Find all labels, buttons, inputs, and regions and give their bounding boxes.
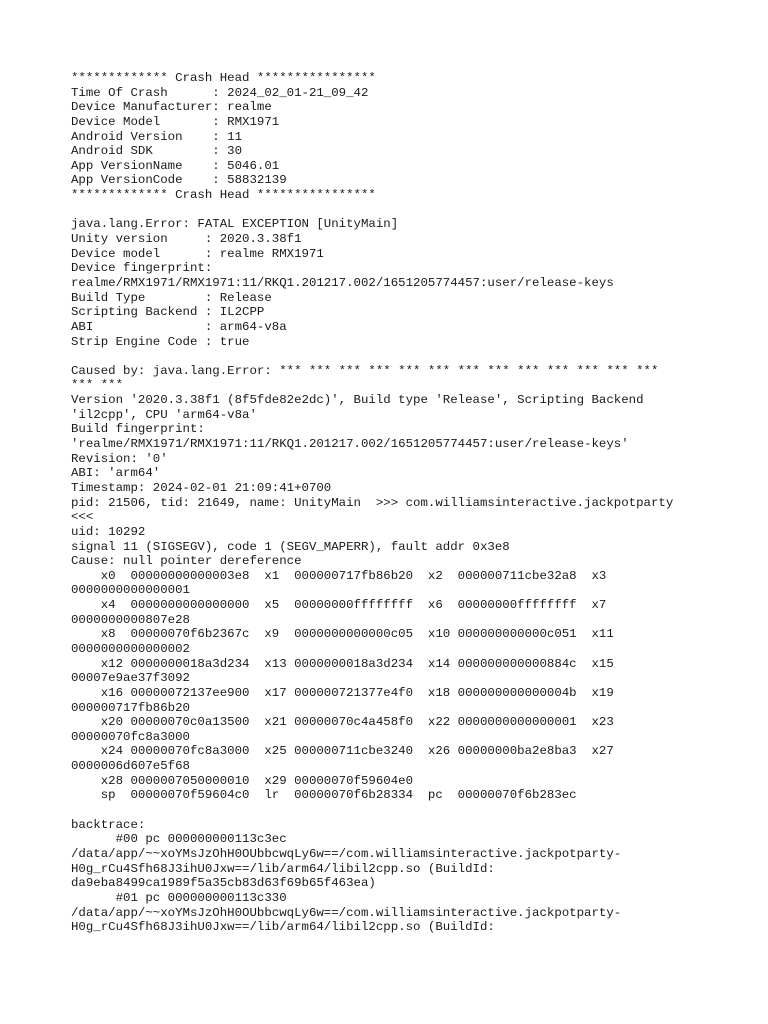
log-line: realme/RMX1971/RMX1971:11/RKQ1.201217.002/1651205774457:user/release-keys [71, 275, 614, 290]
log-line: 0000000000000002 [71, 641, 190, 656]
log-line: x0 00000000000003e8 x1 000000717fb86b20 x2 000000711cbe32a8 x3 [71, 568, 607, 583]
log-line: sp 00000070f59604c0 lr 00000070f6b28334 pc 00000070f6b283ec [71, 788, 577, 803]
log-line: ABI : arm64-v8a [71, 319, 287, 334]
log-line: ************* Crash Head **************** [71, 188, 376, 203]
log-line: backtrace: [71, 817, 146, 832]
log-line: 000000717fb86b20 [71, 700, 190, 715]
log-line: 'realme/RMX1971/RMX1971:11/RKQ1.201217.002/1651205774457:user/release-keys' [71, 437, 629, 452]
log-line: Time Of Crash : 2024_02_01-21_09_42 [71, 85, 369, 100]
log-line: java.lang.Error: FATAL EXCEPTION [UnityMain] [71, 217, 399, 232]
log-line: *** *** [71, 378, 124, 393]
log-line: Cause: null pointer dereference [71, 554, 302, 569]
log-line: App VersionName : 5046.01 [71, 158, 280, 173]
log-line: Device Manufacturer: realme [71, 100, 272, 115]
log-line: x28 0000007050000010 x29 00000070f59604e0 [71, 773, 414, 788]
log-line: pid: 21506, tid: 21649, name: UnityMain >>> com.williamsinteractive.jackpotparty [71, 495, 674, 510]
log-line: 0000006d607e5f68 [71, 759, 190, 774]
log-line: 00007e9ae37f3092 [71, 671, 190, 686]
log-line [71, 203, 751, 218]
log-line: Device Model : RMX1971 [71, 114, 280, 129]
log-line: da9eba8499ca1989f5a35cb83d63f69b65f463ea) [71, 876, 376, 891]
log-line: ************* Crash Head **************** [71, 71, 376, 85]
log-line: Unity version : 2020.3.38f1 [71, 232, 302, 247]
log-line: /data/app/~~xoYMsJzOhH0OUbbcwqLy6w==/com.williamsinteractive.jackpotparty- [71, 905, 622, 920]
log-line: #01 pc 000000000113c330 [71, 890, 287, 905]
log-line: App VersionCode : 58832139 [71, 173, 287, 188]
log-line: 00000070fc8a3000 [71, 729, 190, 744]
log-line: ABI: 'arm64' [71, 466, 161, 481]
log-line [71, 349, 751, 364]
log-line: x16 00000072137ee900 x17 000000721377e4f0 x18 000000000000004b x19 [71, 685, 614, 700]
log-line: Version '2020.3.38f1 (8f5fde82e2dc)', Build type 'Release', Scripting Backend [71, 393, 644, 408]
log-line [71, 803, 751, 818]
log-line: x24 00000070fc8a3000 x25 000000711cbe3240 x26 00000000ba2e8ba3 x27 [71, 744, 614, 759]
log-line: x20 00000070c0a13500 x21 00000070c4a458f0 x22 0000000000000001 x23 [71, 715, 614, 730]
log-line: x8 00000070f6b2367c x9 0000000000000c05 x10 000000000000c051 x11 [71, 627, 614, 642]
log-line: 'il2cpp', CPU 'arm64-v8a' [71, 407, 257, 422]
log-line: H0g_rCu4Sfh68J3ihU0Jxw==/lib/arm64/libil2cpp.so (BuildId: [71, 920, 495, 935]
log-line: Strip Engine Code : true [71, 334, 250, 349]
log-line: Timestamp: 2024-02-01 21:09:41+0700 [71, 480, 332, 495]
log-line: 0000000000000001 [71, 583, 190, 598]
log-line: Android SDK : 30 [71, 144, 243, 159]
log-line: Build Type : Release [71, 290, 272, 305]
log-line: x12 0000000018a3d234 x13 0000000018a3d234 x14 000000000000884c x15 [71, 656, 614, 671]
log-line: Scripting Backend : IL2CPP [71, 305, 265, 320]
log-line: H0g_rCu4Sfh68J3ihU0Jxw==/lib/arm64/libil2cpp.so (BuildId: [71, 861, 495, 876]
log-line: 0000000000807e28 [71, 612, 190, 627]
log-line: Android Version : 11 [71, 129, 243, 144]
crash-log-document [71, 71, 751, 935]
log-line: Build fingerprint: [71, 422, 205, 437]
log-line: Device fingerprint: [71, 261, 213, 276]
log-line: signal 11 (SIGSEGV), code 1 (SEGV_MAPERR), fault addr 0x3e8 [71, 539, 510, 554]
log-line: Revision: '0' [71, 451, 168, 466]
log-line: Device model : realme RMX1971 [71, 246, 324, 261]
log-line: #00 pc 000000000113c3ec [71, 832, 287, 847]
log-line: uid: 10292 [71, 524, 146, 539]
log-line: x4 0000000000000000 x5 00000000ffffffff x6 00000000ffffffff x7 [71, 598, 607, 613]
log-line: Caused by: java.lang.Error: *** *** *** *** *** *** *** *** *** *** *** *** *** [71, 363, 659, 378]
log-line: <<< [71, 510, 94, 525]
log-line: /data/app/~~xoYMsJzOhH0OUbbcwqLy6w==/com.williamsinteractive.jackpotparty- [71, 846, 622, 861]
